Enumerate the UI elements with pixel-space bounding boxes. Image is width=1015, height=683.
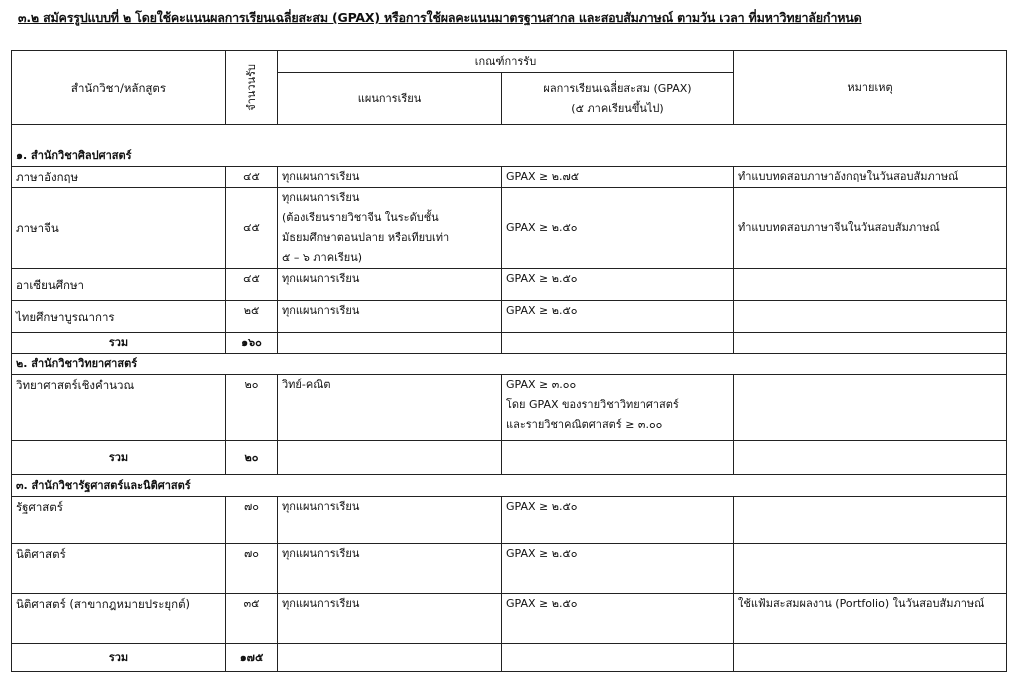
section-header: ๓. สำนักวิชารัฐศาสตร์และนิติศาสตร์ [12,475,1007,497]
plan-cell: ทุกแผนการเรียน (ต้องเรียนรายวิชาจีน ในระดับชั้น มัธยมศึกษาตอนปลาย หรือเทียบเท่า ๕ – ๖ ภาคเรียน) [278,188,502,269]
plan-cell: ทุกแผนการเรียน [278,301,502,333]
table-row [12,269,1007,301]
total-value: ๒๐ [226,441,278,475]
plan-cell: ทุกแผนการเรียน [278,167,502,188]
program-cell: นิติศาสตร์ [12,544,226,594]
note-cell [734,301,1007,333]
table-row [12,497,1007,544]
table-row [12,167,1007,188]
program-cell: อาเซียนศึกษา [12,269,226,301]
program-cell: ไทยศึกษาบูรณาการ [12,301,226,333]
header-program: สำนักวิชา/หลักสูตร [12,51,226,125]
total-label: รวม [12,333,226,354]
gpax-cell: GPAX ≥ ๒.๕๐ [502,269,734,301]
note-cell [734,497,1007,544]
seats-cell: ๔๕ [226,269,278,301]
table-row [12,301,1007,333]
note-cell [734,375,1007,441]
seats-cell: ๗๐ [226,497,278,544]
total-label: รวม [12,441,226,475]
seats-cell: ๓๕ [226,594,278,644]
note-cell: ทำแบบทดสอบภาษาอังกฤษในวันสอบสัมภาษณ์ [734,167,1007,188]
program-cell: นิติศาสตร์ (สาขากฎหมายประยุกต์) [12,594,226,644]
gpax-cell: GPAX ≥ ๓.๐๐ โดย GPAX ของรายวิชาวิทยาศาสตร์ และรายวิชาคณิตศาสตร์ ≥ ๓.๐๐ [502,375,734,441]
section-header: ๒. สำนักวิชาวิทยาศาสตร์ [12,354,1007,375]
plan-cell: ทุกแผนการเรียน [278,497,502,544]
gpax-cell: GPAX ≥ ๒.๕๐ [502,188,734,269]
table-row [12,594,1007,644]
section-header: ๑. สำนักวิชาศิลปศาสตร์ [12,125,1007,167]
header-criteria: เกณฑ์การรับ [278,51,734,73]
plan-cell: ทุกแผนการเรียน [278,594,502,644]
admission-table [11,50,1007,672]
header-seats: จำนวนรับ [244,64,258,111]
total-value: ๑๖๐ [226,333,278,354]
note-cell [734,269,1007,301]
program-cell: ภาษาอังกฤษ [12,167,226,188]
gpax-cell: GPAX ≥ ๒.๕๐ [502,544,734,594]
program-cell: รัฐศาสตร์ [12,497,226,544]
gpax-cell: GPAX ≥ ๒.๕๐ [502,497,734,544]
plan-cell: วิทย์-คณิต [278,375,502,441]
seats-cell: ๒๕ [226,301,278,333]
seats-cell: ๒๐ [226,375,278,441]
gpax-cell: GPAX ≥ ๒.๕๐ [502,594,734,644]
plan-cell: ทุกแผนการเรียน [278,269,502,301]
seats-cell: ๔๕ [226,188,278,269]
gpax-cell: GPAX ≥ ๒.๗๕ [502,167,734,188]
program-cell: วิทยาศาสตร์เชิงคำนวณ [12,375,226,441]
note-cell: ทำแบบทดสอบภาษาจีนในวันสอบสัมภาษณ์ [734,188,1007,269]
table-row [12,375,1007,441]
header-seats-cell [226,51,278,125]
seats-cell: ๗๐ [226,544,278,594]
program-cell: ภาษาจีน [12,188,226,269]
total-row [12,644,1007,672]
plan-cell: ทุกแผนการเรียน [278,544,502,594]
header-gpax-sub: (๕ ภาคเรียนขึ้นไป) [571,101,664,115]
header-note: หมายเหตุ [734,51,1007,125]
note-cell [734,544,1007,594]
header-plan: แผนการเรียน [278,73,502,125]
gpax-cell: GPAX ≥ ๒.๕๐ [502,301,734,333]
table-row [12,544,1007,594]
page-title: ๓.๒ สมัครรูปแบบที่ ๒ โดยใช้คะแนนผลการเรียนเฉลี่ยสะสม (GPAX) หรือการใช้ผลคะแนนมาตรฐานสากล และสอบสัมภาษณ์ ตามวัน เวลา ที่มหาวิทยาลัยกำหนด [18,10,862,25]
table-row [12,188,1007,269]
total-label: รวม [12,644,226,672]
seats-cell: ๔๕ [226,167,278,188]
total-row [12,333,1007,354]
header-gpax-cell [502,73,734,125]
header-gpax: ผลการเรียนเฉลี่ยสะสม (GPAX) [543,81,692,95]
total-value: ๑๗๕ [226,644,278,672]
total-row [12,441,1007,475]
note-cell: ใช้แฟ้มสะสมผลงาน (Portfolio) ในวันสอบสัมภาษณ์ [734,594,1007,644]
